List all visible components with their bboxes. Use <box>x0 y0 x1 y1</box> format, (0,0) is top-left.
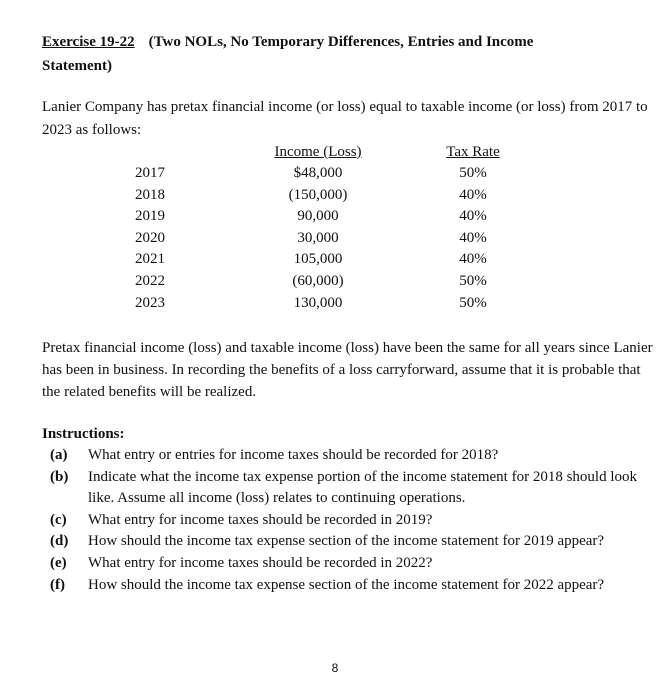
income-cell: 130,000 <box>293 294 343 311</box>
year-cell: 2017 <box>135 165 165 181</box>
instruction-item <box>42 467 654 510</box>
table-row <box>94 185 513 207</box>
year-cell: 2022 <box>135 272 165 289</box>
document-page <box>42 30 653 593</box>
table-header-row <box>94 141 513 163</box>
instruction-label: (d) <box>50 533 69 550</box>
rate-cell: 40% <box>459 186 487 203</box>
rate-cell: 50% <box>459 165 487 181</box>
rate-cell: 50% <box>459 272 487 289</box>
exercise-number: Exercise 19-22 <box>42 34 135 50</box>
income-header: Income (Loss) <box>274 144 362 160</box>
year-cell: 2023 <box>135 294 165 311</box>
table-row <box>94 163 513 185</box>
instruction-text: How should the income tax expense section of the income statement for 2022 appear? <box>88 576 605 593</box>
instruction-text: What entry for income taxes should be recorded in 2022? <box>88 554 433 571</box>
instructions-heading: Instructions: <box>42 426 125 442</box>
instruction-label: (a) <box>50 447 68 463</box>
tax-rate-header: Tax Rate <box>446 144 500 160</box>
instruction-item <box>42 531 654 553</box>
income-table <box>94 141 513 314</box>
instruction-label: (e) <box>50 554 67 571</box>
instruction-item <box>42 445 654 467</box>
rate-cell: 50% <box>459 294 487 311</box>
instruction-text: What entry or entries for income taxes should be recorded for 2018? <box>88 447 499 463</box>
instruction-label: (b) <box>50 468 69 485</box>
assumption-paragraph: Pretax financial income (loss) and taxable income (loss) have been the same for all years since Lanier has been in business. In recording the benefits of a loss carryforward, assume that it is probable that the related benefits will be realized. <box>42 340 653 400</box>
income-cell: 30,000 <box>297 229 339 246</box>
table-row <box>94 228 513 250</box>
income-cell: $48,000 <box>293 165 343 181</box>
year-cell: 2021 <box>135 251 165 268</box>
exercise-title <box>42 30 652 78</box>
instruction-item <box>42 575 654 597</box>
instruction-item <box>42 510 654 532</box>
exercise-description-line1: (Two NOLs, No Temporary Differences, Entries and Income <box>148 34 534 50</box>
rate-cell: 40% <box>459 251 487 268</box>
instruction-label: (f) <box>50 576 65 593</box>
instruction-text: Indicate what the income tax expense portion of the income statement for 2018 should look like. Assume all income (loss) relates to continuing operations. <box>88 468 638 507</box>
instruction-label: (c) <box>50 511 67 528</box>
instructions-section <box>42 424 654 596</box>
year-header <box>94 141 243 163</box>
instruction-item <box>42 553 654 575</box>
intro-paragraph: Lanier Company has pretax financial income (or loss) equal to taxable income (or loss) from 2017 to 2023 as follows: <box>42 99 648 138</box>
table-row <box>94 206 513 228</box>
rate-cell: 40% <box>459 229 487 246</box>
instruction-text: What entry for income taxes should be recorded in 2019? <box>88 511 433 528</box>
exercise-description-line2: Statement) <box>42 58 112 74</box>
income-cell: 90,000 <box>297 208 339 225</box>
year-cell: 2020 <box>135 229 165 246</box>
table-row <box>94 293 513 315</box>
table-row <box>94 249 513 271</box>
rate-cell: 40% <box>459 208 487 225</box>
page-number: 8 <box>331 661 339 675</box>
year-cell: 2019 <box>135 208 165 225</box>
income-cell: 105,000 <box>293 251 343 268</box>
income-cell: (60,000) <box>292 272 344 289</box>
table-row <box>94 271 513 293</box>
income-cell: (150,000) <box>288 186 348 203</box>
instruction-text: How should the income tax expense section of the income statement for 2019 appear? <box>88 533 605 550</box>
year-cell: 2018 <box>135 186 165 203</box>
